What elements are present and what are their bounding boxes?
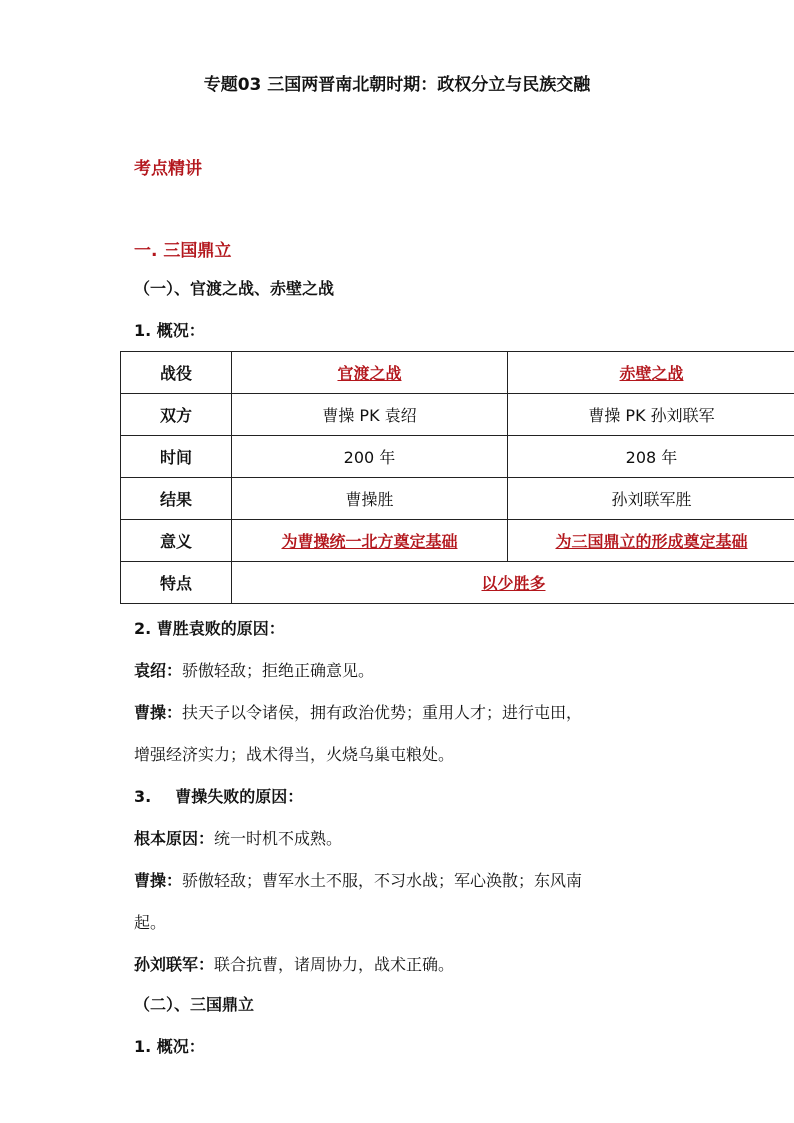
yuan-shao-label: 袁绍： bbox=[134, 661, 183, 680]
item-number: 3. bbox=[134, 787, 152, 806]
table-row bbox=[121, 562, 794, 604]
table-row bbox=[121, 478, 794, 520]
subheading-three-kingdoms: （二）、三国鼎立 bbox=[134, 995, 255, 1014]
table-cell bbox=[232, 520, 508, 562]
root-cause-line bbox=[134, 828, 342, 850]
table-row bbox=[121, 436, 794, 478]
chibi-significance: 为三国鼎立的形成奠定基础 bbox=[555, 532, 748, 551]
row-label: 特点 bbox=[121, 562, 232, 604]
sun-liu-text: 联合抗曹，诸周协力，战术正确。 bbox=[214, 955, 455, 974]
row-label: 结果 bbox=[121, 478, 232, 520]
table-cell: 曹操 PK 孙刘联军 bbox=[508, 394, 794, 436]
item-cao-wins-reasons: 2. 曹胜袁败的原因： bbox=[134, 619, 285, 638]
cao-cao-fail-label: 曹操： bbox=[134, 871, 183, 890]
yuan-shao-line bbox=[134, 660, 374, 682]
item-cao-loses-reasons bbox=[134, 786, 303, 808]
table-row bbox=[121, 352, 794, 394]
row-label: 双方 bbox=[121, 394, 232, 436]
cao-cao-line-cont: 增强经济实力；战术得当，火烧乌巢屯粮处。 bbox=[134, 745, 455, 764]
table-cell bbox=[508, 520, 794, 562]
table-cell bbox=[232, 352, 508, 394]
table-row bbox=[121, 520, 794, 562]
section-label: 考点精讲 bbox=[134, 159, 202, 179]
table-cell: 208 年 bbox=[508, 436, 794, 478]
table-cell: 200 年 bbox=[232, 436, 508, 478]
page-title: 专题03 三国两晋南北朝时期：政权分立与民族交融 bbox=[203, 75, 591, 95]
table-cell bbox=[508, 352, 794, 394]
cao-cao-label: 曹操： bbox=[134, 703, 183, 722]
feature-text: 以少胜多 bbox=[481, 574, 546, 593]
cao-cao-text: 扶天子以令诸侯，拥有政治优势；重用人才；进行屯田， bbox=[182, 703, 583, 722]
yuan-shao-text: 骄傲轻敌；拒绝正确意见。 bbox=[182, 661, 375, 680]
cao-cao-fail-line bbox=[134, 870, 582, 892]
table-cell-merged bbox=[232, 562, 794, 604]
subheading-guandu-chibi: （一）、官渡之战、赤壁之战 bbox=[134, 279, 335, 298]
row-label: 意义 bbox=[121, 520, 232, 562]
table-cell: 曹操胜 bbox=[232, 478, 508, 520]
table-cell: 孙刘联军胜 bbox=[508, 478, 794, 520]
row-label: 时间 bbox=[121, 436, 232, 478]
root-cause-text: 统一时机不成熟。 bbox=[214, 829, 343, 848]
table-row bbox=[121, 394, 794, 436]
row-label: 战役 bbox=[121, 352, 232, 394]
item-text: 曹操失败的原因： bbox=[175, 787, 304, 806]
sun-liu-label: 孙刘联军： bbox=[134, 955, 215, 974]
item-overview-1: 1. 概况： bbox=[134, 321, 205, 340]
item-overview-2: 1. 概况： bbox=[134, 1037, 205, 1056]
cao-cao-fail-text: 骄傲轻敌；曹军水土不服，不习水战；军心涣散；东风南 bbox=[182, 871, 583, 890]
table-cell: 曹操 PK 袁绍 bbox=[232, 394, 508, 436]
battles-table bbox=[120, 351, 794, 604]
cao-cao-fail-line-cont: 起。 bbox=[134, 913, 167, 932]
cao-cao-line bbox=[134, 702, 582, 724]
guandu-significance: 为曹操统一北方奠定基础 bbox=[281, 532, 458, 551]
sun-liu-line bbox=[134, 954, 454, 976]
heading-three-kingdoms: 一. 三国鼎立 bbox=[134, 241, 232, 261]
root-cause-label: 根本原因： bbox=[134, 829, 215, 848]
chibi-header: 赤壁之战 bbox=[619, 364, 684, 383]
guandu-header: 官渡之战 bbox=[337, 364, 402, 383]
